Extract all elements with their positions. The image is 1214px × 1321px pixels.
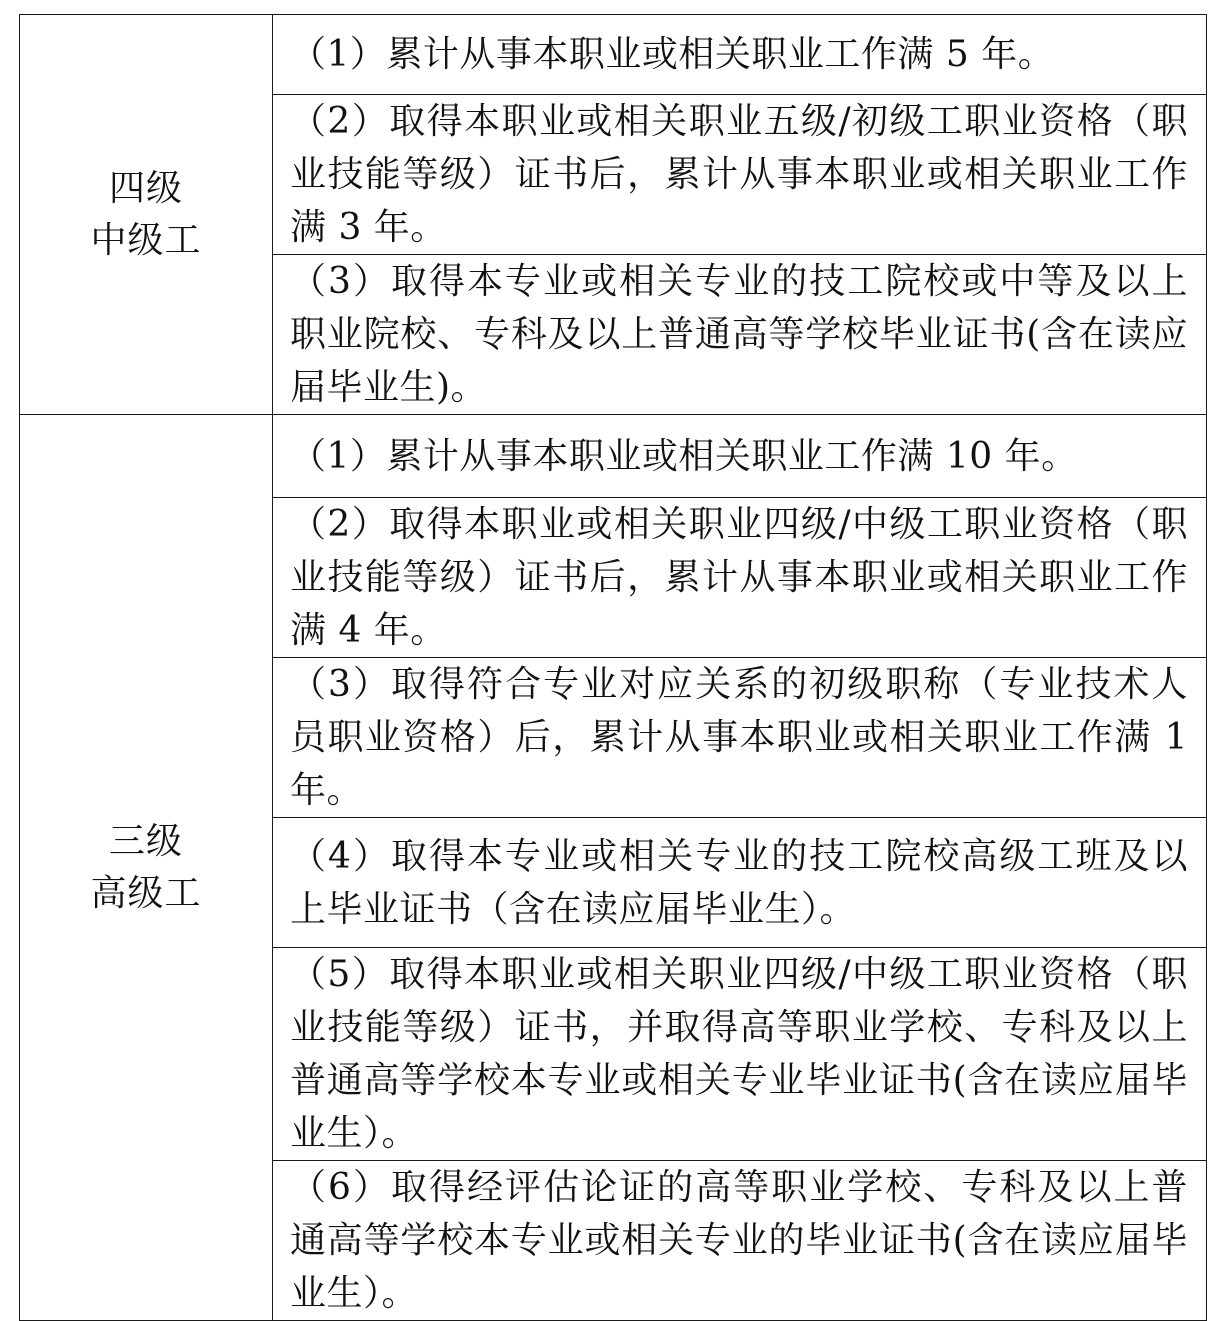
condition-text: （2）取得本职业或相关职业五级/初级工职业资格（职业技能等级）证书后，累计从事本职业或相关职业工作满 3 年。 (290, 101, 1188, 248)
condition-text: （2）取得本职业或相关职业四级/中级工职业资格（职业技能等级）证书后，累计从事本职业或相关职业工作满 4 年。 (290, 504, 1188, 651)
table-row (20, 415, 1207, 498)
condition-cell (273, 415, 1207, 498)
condition-text: （1）累计从事本职业或相关职业工作满 5 年。 (290, 34, 1055, 75)
condition-cell (273, 498, 1207, 658)
level-title: 中级工 (90, 219, 202, 261)
level-title: 高级工 (90, 872, 202, 914)
condition-cell (273, 948, 1207, 1161)
requirements-table-container (19, 14, 1206, 1321)
condition-text: （5）取得本职业或相关职业四级/中级工职业资格（职业技能等级）证书，并取得高等职业学校、专科及以上普通高等学校本专业或相关专业毕业证书(含在读应届毕业生）。 (290, 954, 1188, 1154)
condition-cell (273, 658, 1207, 818)
condition-cell (273, 255, 1207, 415)
condition-cell (273, 1161, 1207, 1321)
requirements-table (19, 14, 1207, 1321)
level-cell-advanced (20, 415, 273, 1321)
condition-cell (273, 95, 1207, 255)
table-row (20, 15, 1207, 95)
condition-text: （3）取得本专业或相关专业的技工院校或中等及以上职业院校、专科及以上普通高等学校毕业证书(含在读应届毕业生)。 (290, 261, 1188, 408)
level-cell-intermediate (20, 15, 273, 415)
condition-cell (273, 818, 1207, 948)
level-grade: 四级 (108, 167, 183, 209)
condition-text: （6）取得经评估论证的高等职业学校、专科及以上普通高等学校本专业或相关专业的毕业证书(含在读应届毕业生）。 (290, 1167, 1188, 1314)
condition-text: （3）取得符合专业对应关系的初级职称（专业技术人员职业资格）后，累计从事本职业或相关职业工作满 1 年。 (290, 664, 1188, 811)
level-grade: 三级 (108, 820, 183, 862)
condition-text: （4）取得本专业或相关专业的技工院校高级工班及以上毕业证书（含在读应届毕业生）。 (290, 835, 1188, 930)
condition-cell (273, 15, 1207, 95)
condition-text: （1）累计从事本职业或相关职业工作满 10 年。 (290, 435, 1078, 477)
